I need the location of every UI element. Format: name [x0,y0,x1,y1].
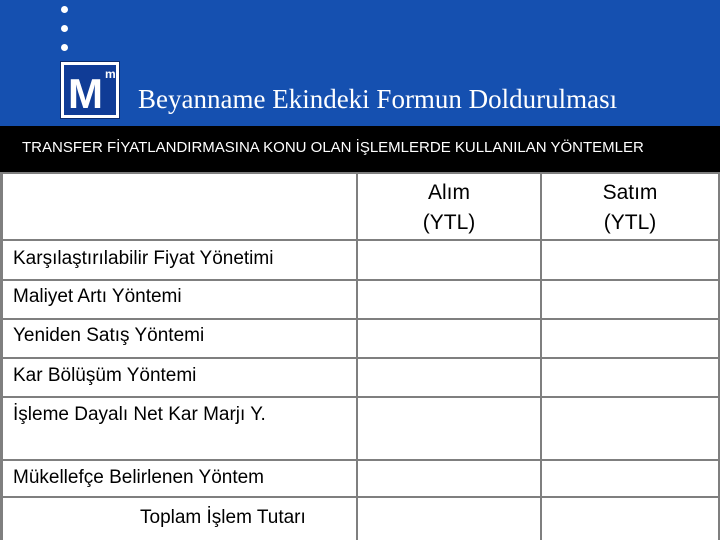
table-cell-alim [358,398,540,459]
column-header-alim-title: Alım [428,181,470,204]
row-label-cell [3,241,356,279]
logo-superscript: m [105,67,116,81]
row-label-cell [3,359,356,396]
row-label: Kar Bölüşüm Yöntemi [13,365,197,386]
table-cell-alim [358,281,540,318]
total-label: Toplam İşlem Tutarı [140,507,306,528]
header-cell-satim [542,174,718,239]
banner-text: TRANSFER FİYATLANDIRMASINA KONU OLAN İŞLEMLERDE KULLANILAN YÖNTEMLER [22,139,644,156]
table-cell-alim [358,241,540,279]
dot [61,25,68,32]
decorative-dots [61,6,68,63]
methods-table [0,172,720,540]
header-label-cell [3,174,356,239]
logo [60,61,120,119]
row-label-cell [3,320,356,357]
column-header-satim-unit: (YTL) [603,211,657,234]
logo-mark [64,65,116,115]
total-label-cell [3,498,356,540]
table-cell-alim [358,461,540,496]
row-label: Maliyet Artı Yöntemi [13,286,182,307]
row-label: İşleme Dayalı Net Kar Marjı Y. [13,404,266,425]
dot [61,6,68,13]
banner [0,126,720,172]
total-cell-alim [358,498,540,540]
row-label-cell [3,398,356,459]
table-cell-satim [542,320,718,357]
total-cell-satim [542,498,718,540]
table-cell-satim [542,281,718,318]
row-label: Yeniden Satış Yöntemi [13,325,205,346]
slide-title: Beyanname Ekindeki Formun Doldurulması [138,84,618,114]
column-header-alim-unit: (YTL) [422,211,476,234]
table-cell-satim [542,359,718,396]
dot [61,44,68,51]
row-label: Mükellefçe Belirlenen Yöntem [13,467,265,488]
table-cell-alim [358,320,540,357]
row-label-cell [3,281,356,318]
header-cell-alim [358,174,540,239]
table-cell-satim [542,461,718,496]
table-cell-satim [542,241,718,279]
column-header-alim [358,178,540,238]
row-label: Karşılaştırılabilir Fiyat Yönetimi [13,248,274,269]
column-header-satim [542,178,718,238]
column-header-satim-title: Satım [602,181,658,204]
table-cell-alim [358,359,540,396]
table-cell-satim [542,398,718,459]
logo-letter: M [68,70,103,117]
row-label-cell [3,461,356,496]
